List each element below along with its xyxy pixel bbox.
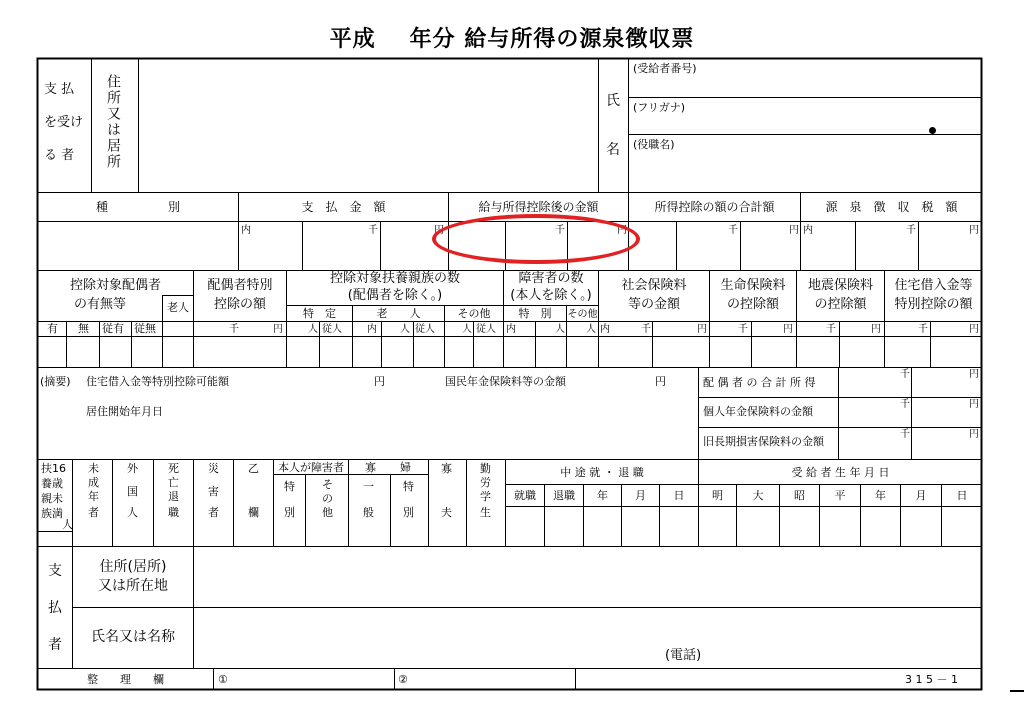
social-uchi: 内 xyxy=(600,324,610,335)
spouse-presence-header-2: の有無等 xyxy=(73,297,126,312)
sub-tokubetsu: 特 別 xyxy=(518,307,552,320)
payer-label-2: 払 xyxy=(48,600,62,616)
taishoku-label: 退職 xyxy=(553,489,575,502)
fuyou16-2: 養歳 xyxy=(41,477,63,490)
spouse-income-sen: 千 xyxy=(900,369,910,380)
after-en: 円 xyxy=(617,225,627,236)
old-longterm-sen: 千 xyxy=(900,429,910,440)
old-longterm-en: 円 xyxy=(969,429,979,440)
disabled-nin-2: 人 xyxy=(586,324,596,335)
midway-header: 中 途 就 ・ 退 職 xyxy=(560,466,644,479)
row-juu-mu: 従無 xyxy=(134,322,156,335)
housing-sen: 千 xyxy=(918,324,928,335)
spouse-presence-header-1: 控除対象配偶者 xyxy=(69,278,161,293)
remarks-label: (摘要) xyxy=(40,375,71,388)
fuyou16-3: 親未 xyxy=(41,492,63,505)
ippan-2: 般 xyxy=(363,506,374,519)
edge-mark xyxy=(1010,690,1024,692)
sub-tokutei: 特 定 xyxy=(303,307,336,320)
student-3: 学 xyxy=(480,490,491,503)
row-juu-yu: 従有 xyxy=(102,322,124,335)
foreign-1: 外 xyxy=(127,462,138,475)
era-meiji: 明 xyxy=(712,489,723,502)
quake-en: 円 xyxy=(871,324,881,335)
spouse-income-label: 配 偶 者 の 合 計 所 得 xyxy=(703,376,816,389)
otsu-2: 欄 xyxy=(248,506,259,519)
pension-en: 円 xyxy=(655,375,666,388)
header-payment: 支 払 金 額 xyxy=(301,200,386,214)
sonota-juunin: 従人 xyxy=(476,324,496,335)
foreign-2: 国 xyxy=(127,485,138,498)
total-en: 円 xyxy=(789,225,799,236)
death-2: 亡 xyxy=(168,476,179,489)
fuyou16-4: 族満 xyxy=(41,507,63,520)
sonota-2: の xyxy=(322,492,333,505)
self-disabled-label: 本人が障害者 xyxy=(278,461,344,474)
student-1: 勤 xyxy=(480,462,491,475)
widow-1: 寡 xyxy=(365,461,376,474)
dot-mark xyxy=(929,127,936,134)
withholding-uchi: 内 xyxy=(803,225,813,236)
dependents-header-2: (配偶者を除く。) xyxy=(347,288,443,303)
sub-roujin: 老 人 xyxy=(376,307,421,320)
after-sen: 千 xyxy=(555,225,565,236)
name-char-1: 氏 xyxy=(606,93,620,109)
social-ins-header-2: 等の金額 xyxy=(627,297,680,312)
social-en: 円 xyxy=(697,324,707,335)
midway-hi: 日 xyxy=(673,489,685,502)
payment-en: 円 xyxy=(434,225,444,236)
midway-tsuki: 月 xyxy=(635,489,646,502)
footer-two: ② xyxy=(398,673,408,686)
death-1: 死 xyxy=(168,462,179,475)
housing-en: 円 xyxy=(969,324,979,335)
private-pension-en: 円 xyxy=(969,399,979,410)
era-showa: 昭 xyxy=(794,489,805,502)
sonota-3: 他 xyxy=(322,506,333,519)
footer-one: ① xyxy=(218,673,228,686)
sub-sonota: その他 xyxy=(457,307,491,320)
withholding-en: 円 xyxy=(969,225,979,236)
social-ins-header-1: 社会保険料 xyxy=(621,278,687,293)
birth-nen: 年 xyxy=(875,489,886,502)
payment-uchi: 内 xyxy=(241,225,251,236)
minor-4: 者 xyxy=(88,506,99,519)
minor-2: 成 xyxy=(88,476,99,489)
tokutei-juunin: 従人 xyxy=(322,324,342,335)
tokubetsu-2: 別 xyxy=(284,506,295,519)
otsu-1: 乙 xyxy=(248,462,259,475)
tokubetsu-1: 特 xyxy=(284,480,295,493)
dependents-header-1: 控除対象扶養親族の数 xyxy=(329,271,460,286)
quake-sen: 千 xyxy=(826,324,836,335)
payment-sen: 千 xyxy=(368,225,378,236)
disabled-uchi: 内 xyxy=(506,324,516,335)
spouse-special-en: 円 xyxy=(273,324,283,335)
sonota-1: そ xyxy=(322,478,333,491)
quake-ins-header-2: の控除額 xyxy=(814,297,867,312)
form-title: 平成 年分 給与所得の源泉徴収票 xyxy=(329,27,695,52)
payer-label-3: 者 xyxy=(48,637,62,653)
address-label: 住所又は居所 xyxy=(105,74,121,170)
student-4: 生 xyxy=(480,506,491,519)
housing-header-2: 特別控除の額 xyxy=(894,297,973,312)
roujin-uchi: 内 xyxy=(367,324,377,335)
row-mu: 無 xyxy=(78,322,89,335)
widow-special-2: 別 xyxy=(403,506,414,519)
row-yu: 有 xyxy=(47,322,58,335)
form-code: 3 1 5 － 1 xyxy=(905,673,958,686)
sonota-nin: 人 xyxy=(462,324,472,335)
spouse-income-en: 円 xyxy=(969,369,979,380)
fuyou16-nin: 人 xyxy=(62,518,73,531)
shuushoku-label: 就職 xyxy=(514,489,536,502)
housing-possible-label: 住宅借入金等特別控除可能額 xyxy=(86,375,229,388)
roujin-juunin: 従人 xyxy=(415,324,435,335)
payer-address-2: 又は所在地 xyxy=(98,578,168,594)
disabled-header-1: 障害者の数 xyxy=(518,271,584,286)
recipient-label-top: 支 払 xyxy=(44,82,75,97)
quake-ins-header-1: 地震保険料 xyxy=(807,278,873,293)
life-ins-header-2: の控除額 xyxy=(726,297,779,312)
payer-address-1: 住所(居所) xyxy=(99,559,167,575)
header-withholding: 源 泉 徴 収 税 額 xyxy=(825,200,958,214)
annotation-circle xyxy=(432,214,640,264)
header-type: 種 別 xyxy=(95,200,180,214)
payer-name-label: 氏名又は名称 xyxy=(91,629,175,645)
disaster-2: 害 xyxy=(208,485,219,498)
fuyou16-1: 扶16 xyxy=(41,462,66,475)
spouse-special-sen: 千 xyxy=(229,324,239,335)
era-taisho: 大 xyxy=(752,489,764,502)
social-sen: 千 xyxy=(641,324,651,335)
widower-1: 寡 xyxy=(441,462,452,475)
minor-3: 年 xyxy=(88,490,99,503)
spouse-special-header-2: 控除の額 xyxy=(213,297,266,312)
death-3: 退 xyxy=(168,490,179,503)
death-4: 職 xyxy=(168,506,179,519)
student-2: 労 xyxy=(480,476,491,489)
disabled-nin-1: 人 xyxy=(555,324,565,335)
private-pension-sen: 千 xyxy=(900,399,910,410)
tokutei-nin: 人 xyxy=(308,324,318,335)
header-after-deduction: 給与所得控除後の金額 xyxy=(478,200,599,214)
widower-2: 夫 xyxy=(441,506,452,519)
birth-header: 受 給 者 生 年 月 日 xyxy=(791,466,890,479)
foreign-3: 人 xyxy=(127,506,138,519)
roujin-label: 老人 xyxy=(167,301,189,314)
disaster-3: 者 xyxy=(208,506,219,519)
name-char-2: 名 xyxy=(606,142,620,158)
withholding-sen: 千 xyxy=(906,225,916,236)
life-en: 円 xyxy=(783,324,793,335)
midway-nen: 年 xyxy=(597,489,608,502)
disabled-header-2: (本人を除く。) xyxy=(510,288,592,303)
disaster-1: 災 xyxy=(208,462,219,475)
private-pension-label: 個人年金保険料の金額 xyxy=(703,405,813,418)
recipient-label-mid: を受け xyxy=(44,115,84,130)
recipient-number-label: (受給者番号) xyxy=(633,62,697,75)
roujin-nin: 人 xyxy=(400,324,410,335)
widow-special-1: 特 xyxy=(403,480,414,493)
era-heisei: 平 xyxy=(834,489,846,502)
payer-tel-label: (電話) xyxy=(665,648,702,663)
housing-header-1: 住宅借入金等 xyxy=(894,278,973,293)
old-longterm-label: 旧長期損害保険料の金額 xyxy=(703,435,824,448)
widow-2: 婦 xyxy=(400,461,411,474)
birth-hi: 日 xyxy=(956,489,968,502)
spouse-special-header-1: 配偶者特別 xyxy=(207,278,273,293)
minor-1: 未 xyxy=(88,462,99,475)
residence-start-label: 居住開始年月日 xyxy=(86,405,163,418)
recipient-label-bot: る 者 xyxy=(44,148,75,163)
header-total-deduction: 所得控除の額の合計額 xyxy=(654,200,775,214)
position-label: (役職名) xyxy=(633,138,675,151)
housing-possible-en: 円 xyxy=(374,375,385,388)
ippan-1: 一 xyxy=(363,480,374,493)
payer-label-1: 支 xyxy=(48,563,62,579)
life-sen: 千 xyxy=(738,324,748,335)
sub-sonota-small: その他 xyxy=(567,309,598,320)
total-sen: 千 xyxy=(728,225,738,236)
birth-tsuki: 月 xyxy=(915,489,927,502)
seiri-label: 整 理 欄 xyxy=(87,673,164,686)
furigana-label: (フリガナ) xyxy=(633,101,686,114)
life-ins-header-1: 生命保険料 xyxy=(720,278,786,293)
pension-label: 国民年金保険料等の金額 xyxy=(445,375,566,388)
